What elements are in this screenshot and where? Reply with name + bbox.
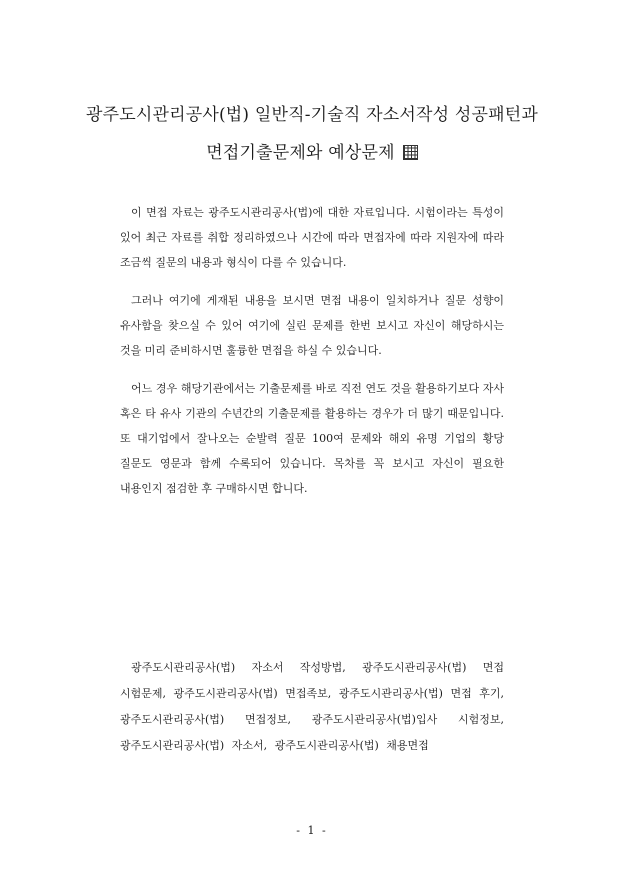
grid-table-icon [403,145,418,160]
document-title [0,96,624,172]
page-number: - 1 - [296,824,328,837]
title-line-2-text: 면접기출문제와 예상문제 [206,143,395,163]
title-line-1: 광주도시관리공사(법) 일반직-기술직 자소서작성 성공패턴과 [86,105,538,125]
intro-paragraph: 이 면접 자료는 광주도시관리공사(법)에 대한 자료입니다. 시험이라는 특성이 있어 최근 자료를 취합 정리하였으나 시간에 따라 면접자에 따라 지원자에 따라 조금씩 질문의 내용과 형식이 다를 수 있습니다. [120,206,504,269]
purchase-note-paragraph: 어느 경우 해당기관에서는 기출문제를 바로 직전 연도 것을 활용하기보다 자사 혹은 타 유사 기관의 수년간의 기출문제를 활용하는 경우가 더 많기 때문입니다. 또 대기업에서 잘나오는 순발력 질문 100여 문제와 해외 유명 기업의 황당 질문도 영문과 함께 수록되어 있습니다. 목차를 꼭 보시고 자신이 필요한 내용인지 점검한 후 구매하시면 합니다. [120,382,504,495]
keywords-paragraph: 광주도시관리공사(법) 자소서 작성방법, 광주도시관리공사(법) 면접 시험문제, 광주도시관리공사(법) 면접족보, 광주도시관리공사(법) 면접 후기, 광주도시관리공사(법) 면접정보, 광주도시관리공사(법)입사 시험정보, 광주도시관리공사(법) 자소서, 광주도시관리공사(법) 채용면접 [120,661,504,752]
content-paragraph: 그러나 여기에 게재된 내용을 보시면 면접 내용이 일치하거나 질문 성향이 유사함을 찾으실 수 있어 여기에 실린 문제를 한번 보시고 자신이 해당하시는 것을 미리 준비하시면 훌륭한 면접을 하실 수 있습니다. [120,294,504,357]
title-line-2 [0,134,624,172]
